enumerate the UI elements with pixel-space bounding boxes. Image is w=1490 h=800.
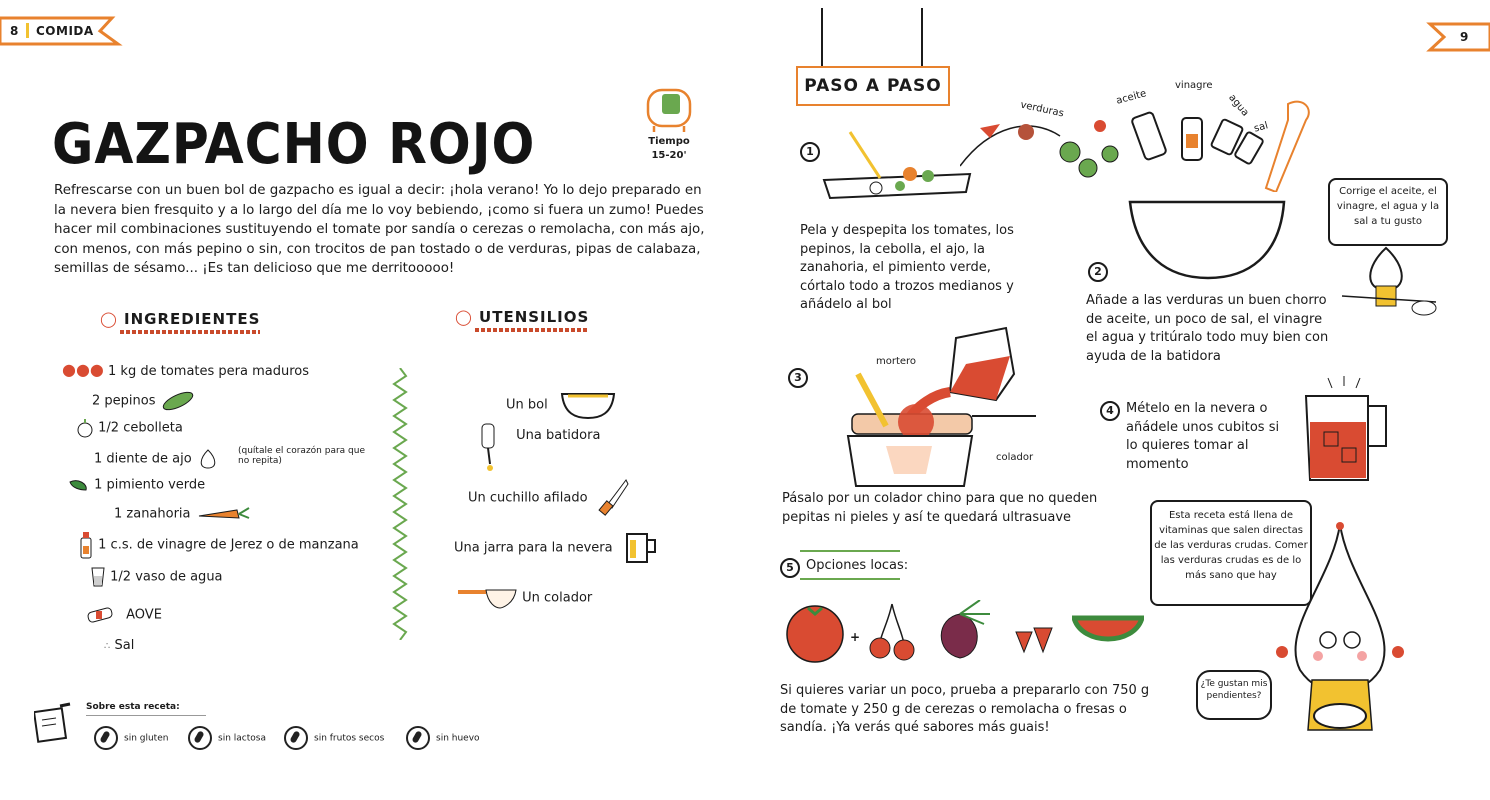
cherries-icon [868,602,916,664]
label-verduras: verduras [1019,99,1065,120]
about-underline [86,715,206,716]
strawberries-icon [1012,618,1056,658]
strainer-icon [456,584,518,612]
garlic-character [1260,520,1420,740]
pitcher-illustration [1298,376,1394,484]
section-label: COMIDA [36,24,94,38]
ingredients-heading [100,310,260,334]
ingredient-item: 1/2 cebolleta [76,418,183,438]
diet-tag: sin gluten [94,726,168,750]
utensils-heading-text: UTENSILIOS [479,308,590,326]
time-value: 15-20' [651,150,687,161]
carrot-icon [195,504,251,524]
step5-rule-bottom [800,578,900,580]
about-label: Sobre esta receta: [86,702,180,712]
tomato-icon: ◯ [100,310,118,328]
ingredient-item: 1 c.s. de vinagre de Jerez o de manzana [78,530,359,560]
step-number: 3 [788,368,808,388]
step3-text: Pásalo por un colador chino para que no queden pepitas ni pieles y así te quedará ultrasuave [782,491,1098,525]
paso-a-paso-sign [796,66,950,106]
garlic-note: (quítale el corazón para que no repita) [238,446,365,466]
step2-text: Añade a las verduras un buen chorro de aceite, un poco de sal, el vinagre el agua y tritúralo todo muy bien con ayuda de la batidora [1086,293,1329,364]
vinegar-bottle-icon [78,530,94,560]
beetroot-icon [930,600,1000,662]
step5-text: Si quieres variar un poco, prueba a prepararlo con 750 g de tomate y 250 g de cerezas o remolacha o fresas o sandía. ¡Ya verás qué sabores más guais! [780,683,1150,735]
ingredient-item: AOVE [86,606,162,624]
utensil-item: Un bol [506,388,618,422]
toaster-icon [640,80,698,136]
page-number: 8 [10,24,19,38]
ingredients-heading-text: INGREDIENTES [124,310,261,328]
recipe-title: GAZPACHO ROJO [52,112,536,177]
label-colador: colador [996,452,1034,463]
ingredient-item: 1/2 vaso de agua [90,566,223,588]
speech-bubble-vitamins: Esta receta está llena de vitaminas que salen directas de las verduras crudas. Comer las verduras crudas es de lo más sano que hay [1150,500,1312,606]
garlic-icon [196,448,220,470]
utensils-heading [455,308,589,332]
cutting-board-illustration [820,126,980,210]
step-number: 5 [780,558,800,578]
bowl-icon [558,388,618,422]
garlic-character-small [1336,246,1446,316]
ingredient-item: ∴ Sal [104,638,135,653]
ingredient-item: 1 zanahoria [114,504,251,524]
step5-rule-top [800,550,900,552]
ingredient-item: 2 pepinos [92,390,196,412]
pepper-icon [68,476,90,494]
gluten-free-icon [94,726,118,750]
water-glass-icon [90,566,106,588]
ingredient-item: 1 diente de ajo [94,448,220,470]
step5-heading: Opciones locas: [806,558,909,573]
straining-illustration [846,324,1042,488]
utensil-item: Un cuchillo afilado [468,478,630,518]
diet-tag: sin huevo [406,726,480,750]
section-tab [0,14,124,48]
speech-bubble-earrings: ¿Te gustan mis pendientes? [1196,670,1272,720]
speech-bubble-adjust: Corrige el aceite, el vinagre, el agua y la sal a tu gusto [1328,178,1448,246]
tab-divider [26,23,29,38]
notepad-icon [34,702,74,744]
tomato-icon: ◯ [455,308,473,326]
page-number-tab [1426,20,1490,54]
step1-text: Pela y despepita los tomates, los pepinos, la cebolla, el ajo, la zanahoria, el pimiento verde, córtalo todo a trozos medianos y añádelo al bol [800,223,1014,312]
knife-icon [596,478,630,518]
diet-tag: sin frutos secos [284,726,384,750]
step4-text: Mételo en la nevera o añádele unos cubitos si lo quieres tomar al momento [1126,401,1280,472]
zigzag-divider [392,368,408,640]
time-label: Tiempo [648,136,690,147]
bottles-illustration [1130,96,1330,192]
egg-free-icon [406,726,430,750]
label-aceite: aceite [1115,88,1148,107]
mixing-bowl-illustration [1128,196,1288,286]
diet-tag: sin lactosa [188,726,266,750]
ingredient-item: 1 pimiento verde [68,476,205,494]
label-agua: agua [1226,92,1251,119]
jug-icon [623,530,659,566]
lactose-free-icon [188,726,212,750]
cucumber-icon [160,390,196,412]
onion-icon [76,418,94,438]
tomato-icon [782,598,848,664]
ingredient-item: ●●● 1 kg de tomates pera maduros [62,360,310,379]
blender-icon [476,422,512,472]
intro-paragraph: Refrescarse con un buen bol de gazpacho es igual a decir: ¡hola verano! Yo lo dejo preparado en la nevera bien fresquito y a lo largo del día me lo voy bebiendo, ¡como si fuera un zumo! Puedes hacer mil combinaciones sustituyendo el tomate por sandía o cerezas o remolacha, con más ajo, con menos, con más pepino o sin, con trocitos de pan tostado o de verduras, pipas de calabaza, semillas de sésamo... ¡Es tan delicioso que me derritooooo! [54,183,705,276]
label-mortero: mortero [876,356,917,367]
step-number: 1 [800,142,820,162]
step-number: 2 [1088,262,1108,282]
utensil-item: Un colador [456,584,592,612]
utensil-item: Una jarra para la nevera [454,530,659,566]
about-recipe [34,700,494,760]
oil-bottle-icon [86,606,122,624]
steps-heading: PASO A PASO [804,76,942,96]
salt-icon: ∴ [104,641,111,652]
utensil-item: Una batidora [476,422,600,472]
watermelon-icon [1072,612,1144,658]
nut-free-icon [284,726,308,750]
time-badge [640,80,698,170]
tomatoes-icon: ●●● [62,360,104,379]
step-number: 4 [1100,401,1120,421]
sign-strings [812,8,932,70]
label-vinagre: vinagre [1175,80,1213,91]
plus-sign: + [850,630,861,644]
page-number: 9 [1460,30,1469,44]
label-sal: sal [1252,120,1270,135]
